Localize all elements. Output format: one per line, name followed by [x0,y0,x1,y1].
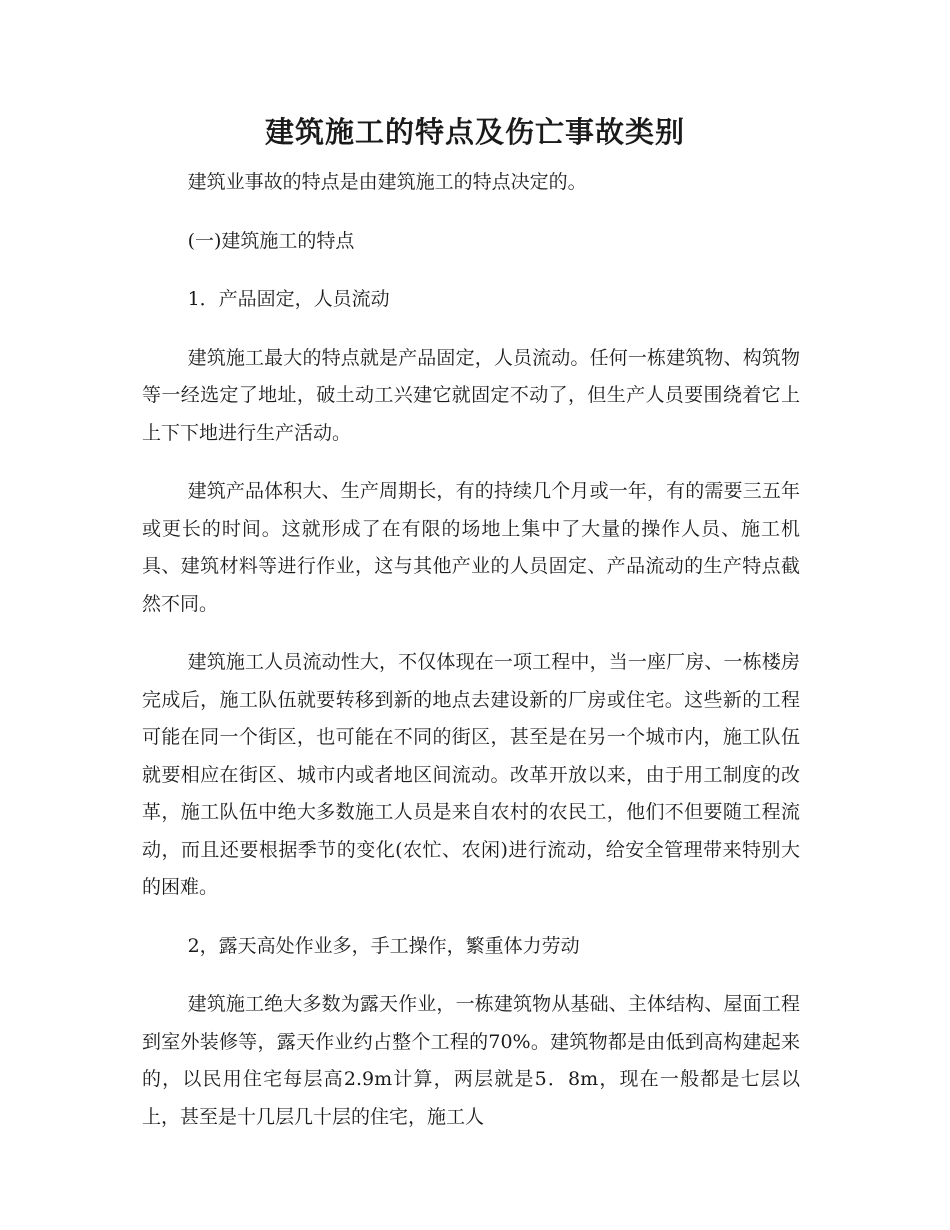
document-title: 建筑施工的特点及伤亡事故类别 [264,115,685,149]
paragraph-large-volume: 建筑产品体积大、生产周期长，有的持续几个月或一年，有的需要三五年或更长的时间。这就形成了在有限的场地上集中了大量的操作人员、施工机具、建筑材料等进行作业，这与其他产业的人员固定、产品流动的生产特点截然不同。 [142,480,800,615]
document-body [142,164,800,1136]
paragraph-fixed-product: 建筑施工最大的特点就是产品固定，人员流动。任何一栋建筑物、构筑物等一经选定了地址，破土动工兴建它就固定不动了，但生产人员要围绕着它上上下下地进行生产活动。 [142,346,800,444]
paragraph-mobility: 建筑施工人员流动性大，不仅体现在一项工程中，当一座厂房、一栋楼房完成后，施工队伍就要转移到新的地点去建设新的厂房或住宅。这些新的工程可能在同一个街区，也可能在不同的街区，甚至是在另一个城市内，施工队伍就要相应在街区、城市内或者地区间流动。改革开放以来，由于用工制度的改革，施工队伍中绝大多数施工人员是来自农村的农民工，他们不但要随工程流动，而且还要根据季节的变化(农忙、农闲)进行流动，给安全管理带来特别大的困难。 [142,651,800,898]
subheading-fixed-product: 1．产品固定，人员流动 [187,288,390,310]
section-heading-characteristics: (一)建筑施工的特点 [187,229,355,252]
paragraph-intro: 建筑业事故的特点是由建筑施工的特点决定的。 [187,171,587,193]
subheading-outdoor-work: 2，露天高处作业多，手工操作，繁重体力劳动 [187,934,580,957]
paragraph-outdoor-work: 建筑施工绝大多数为露天作业，一栋建筑物从基础、主体结构、屋面工程到室外装修等，露天作业约占整个工程的70%。建筑物都是由低到高构建起来的，以民用住宅每层高2.9m计算，两层就是5．8m，现在一般都是七层以上，甚至是十几层几十层的住宅，施工人 [142,993,800,1128]
